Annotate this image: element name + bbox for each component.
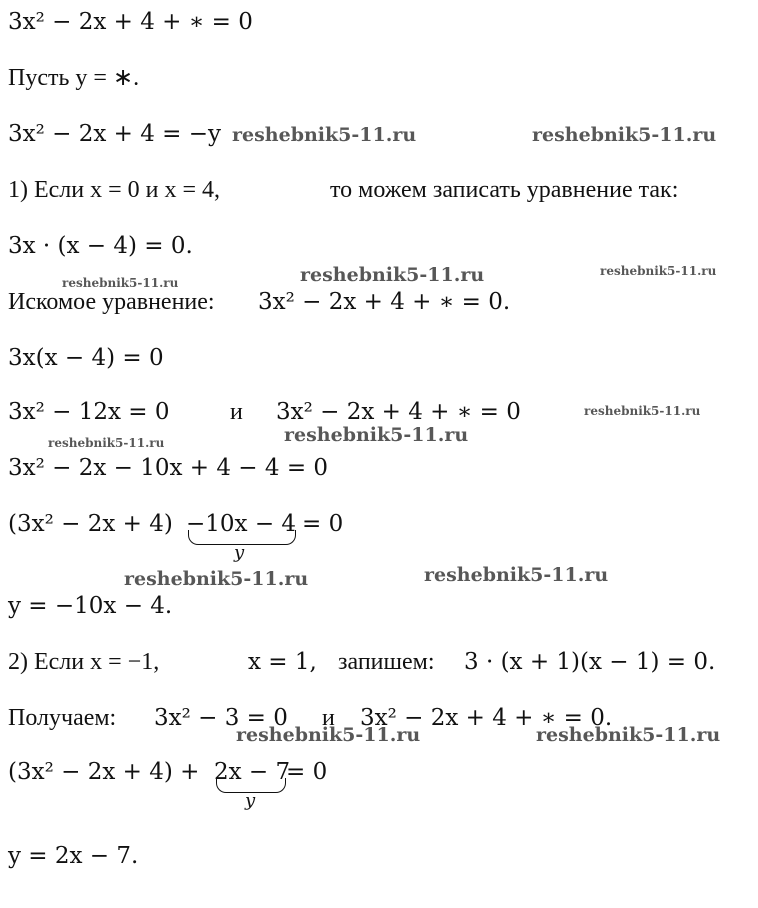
watermark: reshebnik5-11.ru <box>232 124 417 146</box>
equation-line-8b: 3x² − 2x + 4 + ∗ = 0 <box>276 399 521 425</box>
watermark: reshebnik5-11.ru <box>424 564 609 586</box>
underbrace-1-label: y <box>234 542 245 563</box>
equation-line-1: 3x² − 2x + 4 + ∗ = 0 <box>8 9 253 35</box>
text-let-y: Пусть y = ∗. <box>8 65 140 91</box>
equation-line-14-braced: 2x − 7 <box>214 759 291 785</box>
underbrace-2-label: y <box>245 790 256 811</box>
equation-line-8a: 3x² − 12x = 0 <box>8 399 170 425</box>
watermark: reshebnik5-11.ru <box>62 276 179 290</box>
equation-line-15: y = 2x − 7. <box>8 843 139 869</box>
equation-line-11: y = −10x − 4. <box>8 593 173 619</box>
watermark: reshebnik5-11.ru <box>124 568 309 590</box>
equation-line-12: 3 · (x + 1)(x − 1) = 0. <box>464 649 716 675</box>
text-we-get: Получаем: <box>8 705 117 731</box>
watermark: reshebnik5-11.ru <box>584 404 701 418</box>
equation-line-14-left: (3x² − 2x + 4) + <box>8 759 200 785</box>
equation-line-10-left: (3x² − 2x + 4) <box>8 511 173 537</box>
equation-line-6: 3x² − 2x + 4 + ∗ = 0. <box>258 289 511 315</box>
equation-line-14-right: = 0 <box>286 759 328 785</box>
equation-line-10-right: = 0 <box>302 511 344 537</box>
text-and-2: и <box>322 705 335 731</box>
text-case-1: 1) Если x = 0 и x = 4, <box>8 177 221 203</box>
equation-line-5: 3x · (x − 4) = 0. <box>8 233 193 259</box>
equation-line-3: 3x² − 2x + 4 = −y <box>8 121 222 147</box>
watermark: reshebnik5-11.ru <box>48 436 165 450</box>
text-and-1: и <box>230 399 243 425</box>
equation-line-13a: 3x² − 3 = 0 <box>154 705 288 731</box>
watermark: reshebnik5-11.ru <box>600 264 717 278</box>
watermark: reshebnik5-11.ru <box>532 124 717 146</box>
text-case-1-continuation: то можем записать уравнение так: <box>330 177 679 203</box>
watermark: reshebnik5-11.ru <box>300 264 485 286</box>
watermark: reshebnik5-11.ru <box>236 724 421 746</box>
text-case-2: 2) Если x = −1, <box>8 649 160 675</box>
equation-line-10-braced: −10x − 4 <box>186 511 297 537</box>
equation-line-7: 3x(x − 4) = 0 <box>8 345 164 371</box>
text-sought-equation: Искомое уравнение: <box>8 289 215 315</box>
equation-line-12-x1: x = 1, <box>248 649 317 675</box>
equation-line-13b: 3x² − 2x + 4 + ∗ = 0. <box>360 705 613 731</box>
watermark: reshebnik5-11.ru <box>284 424 469 446</box>
equation-line-9: 3x² − 2x − 10x + 4 − 4 = 0 <box>8 455 329 481</box>
text-write: запишем: <box>338 649 435 675</box>
watermark: reshebnik5-11.ru <box>536 724 721 746</box>
